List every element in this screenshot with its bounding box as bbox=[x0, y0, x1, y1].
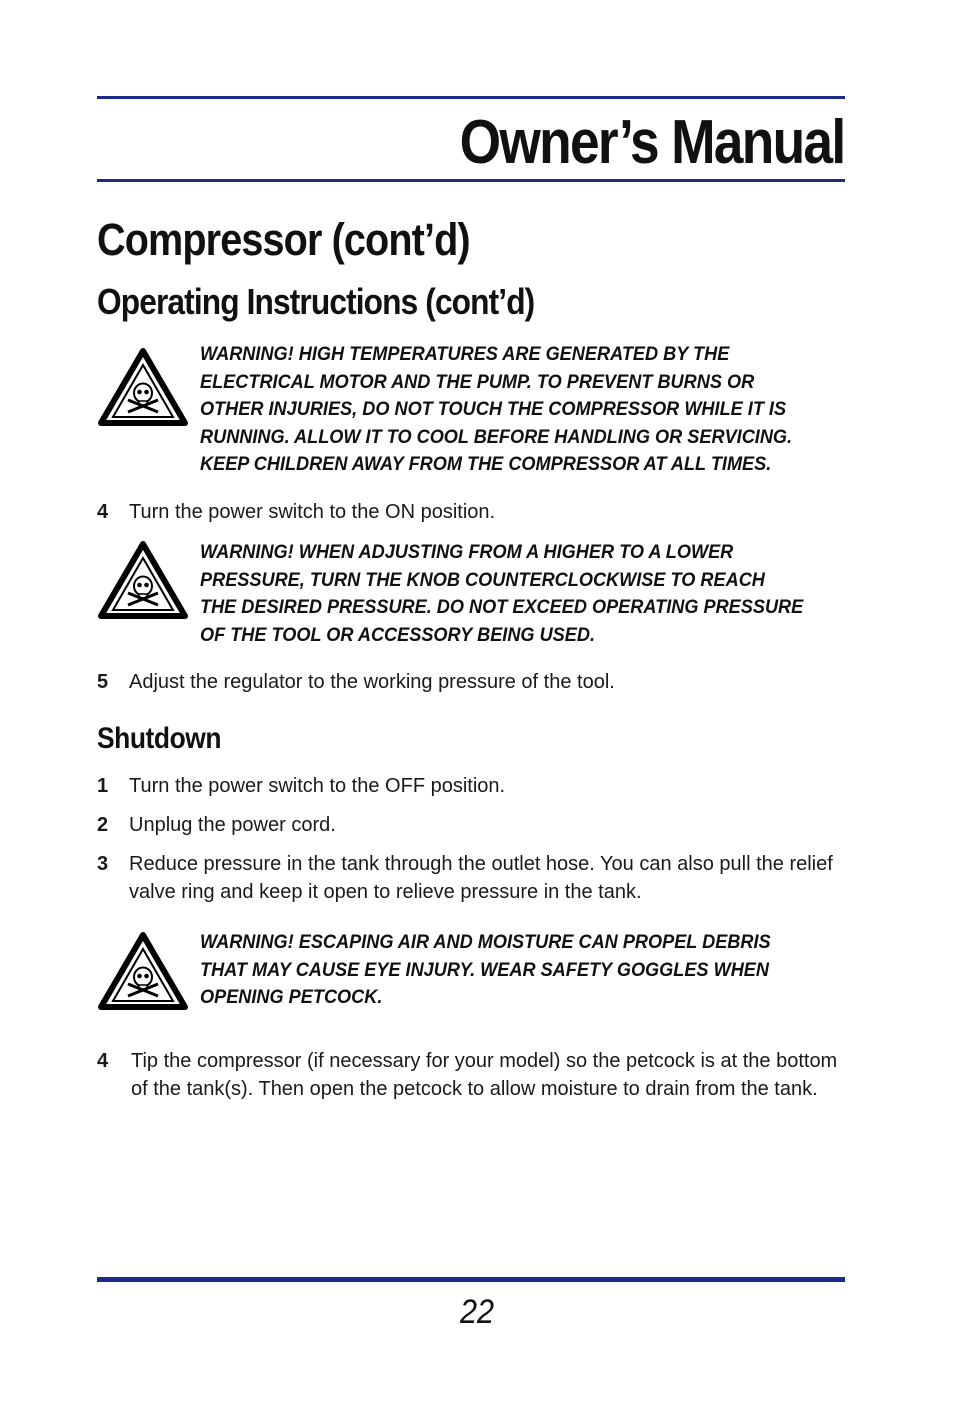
poison-skull-warning-icon bbox=[98, 348, 188, 426]
step-number: 5 bbox=[97, 671, 109, 693]
step-number: 3 bbox=[97, 853, 109, 875]
step-text: Turn the power switch to the ON position. bbox=[129, 501, 496, 523]
header-bottom-rule bbox=[97, 179, 845, 182]
step-text: Tip the compressor (if necessary for your model) so the petcock is at the bottom of the tank(s). Then open the petcock to allow moisture to drain from the tank. bbox=[131, 1050, 838, 1100]
header-top-rule bbox=[97, 96, 845, 99]
page-number: 22 bbox=[459, 1293, 495, 1331]
section-title: Compressor (cont’d) bbox=[97, 214, 470, 265]
step-number: 2 bbox=[97, 814, 109, 836]
footer-rule bbox=[97, 1277, 845, 1282]
warning-text: WARNING! HIGH TEMPERATURES ARE GENERATED BY THE ELECTRICAL MOTOR AND THE PUMP. TO PREVENT BURNS OR OTHER INJURIES, DO NOT TOUCH THE COMPRESSOR WHILE IT IS RUNNING. ALLOW IT TO COOL BEFORE HANDLING OR SERVICING. KEEP CHILDREN AWAY FROM THE COMPRESSOR AT ALL TIMES. bbox=[200, 343, 793, 476]
warning-text: WARNING! ESCAPING AIR AND MOISTURE CAN PROPEL DEBRIS THAT MAY CAUSE EYE INJURY. WEAR SAFETY GOGGLES WHEN OPENING PETCOCK. bbox=[200, 931, 771, 1009]
step-text: Reduce pressure in the tank through the outlet hose. You can also pull the relief valve ring and keep it open to relieve pressure in the tank. bbox=[129, 853, 833, 903]
step-number: 4 bbox=[97, 501, 109, 523]
poison-skull-warning-icon bbox=[98, 932, 188, 1010]
step-text: Adjust the regulator to the working pressure of the tool. bbox=[129, 671, 615, 693]
step-text: Turn the power switch to the OFF position. bbox=[129, 775, 506, 797]
step-number: 4 bbox=[97, 1050, 109, 1072]
warning-text: WARNING! WHEN ADJUSTING FROM A HIGHER TO A LOWER PRESSURE, TURN THE KNOB COUNTERCLOCKWISE TO REACH THE DESIRED PRESSURE. DO NOT EXCEED OPERATING PRESSURE OF THE TOOL OR ACCESSORY BEING USED. bbox=[200, 541, 804, 646]
step-number: 1 bbox=[97, 775, 109, 797]
poison-skull-warning-icon bbox=[98, 541, 188, 619]
section-subtitle: Operating Instructions (cont’d) bbox=[97, 281, 535, 322]
step-text: Unplug the power cord. bbox=[129, 814, 336, 836]
manual-title: Owner’s Manual bbox=[459, 108, 844, 177]
shutdown-heading: Shutdown bbox=[97, 722, 222, 755]
